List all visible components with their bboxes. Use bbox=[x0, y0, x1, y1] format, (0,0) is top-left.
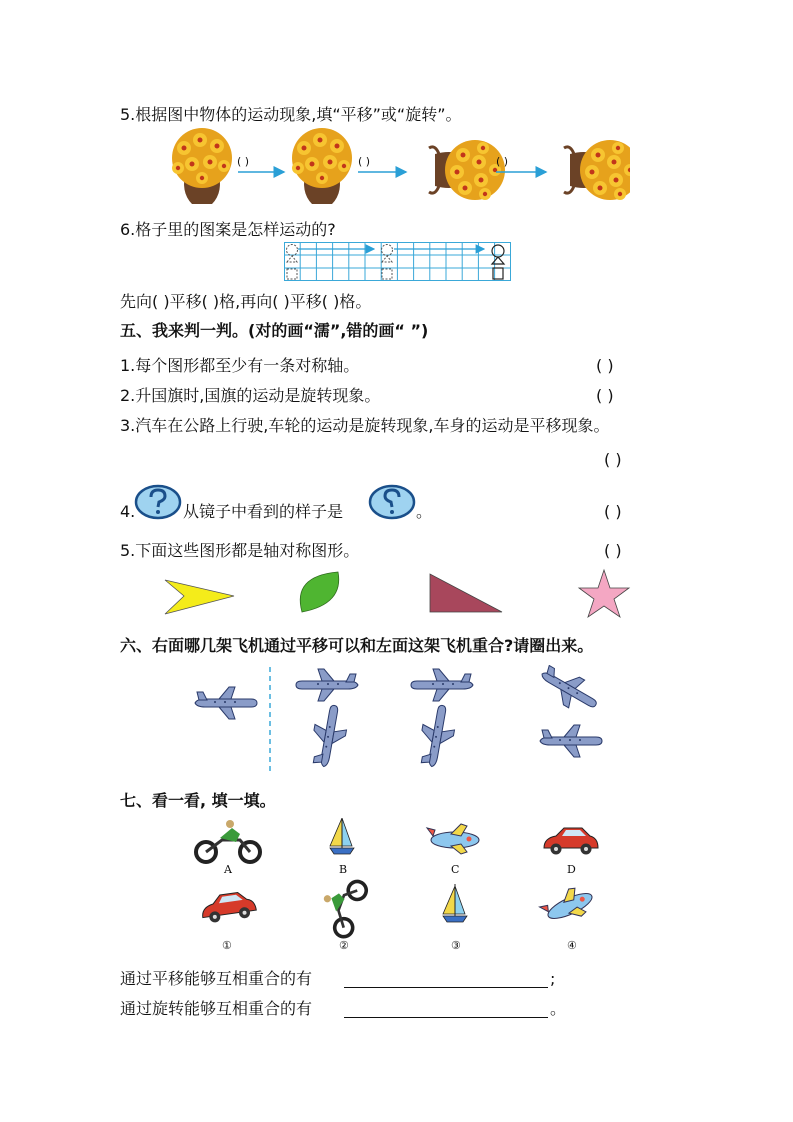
sailboat-icon bbox=[443, 884, 467, 922]
s5-item-4-number: 4. bbox=[120, 502, 136, 521]
plane-option bbox=[416, 703, 458, 770]
plane-option bbox=[296, 669, 358, 701]
q6-answer-line[interactable]: 先向( )平移( )格,再向( )平移( )格。 bbox=[120, 292, 372, 311]
s7-label-c: C bbox=[451, 863, 460, 876]
s5-item-2: 2.升国旗时,国旗的运动是旋转现象。 bbox=[120, 386, 381, 405]
q5-title: 5.根据图中物体的运动现象,填“平移”或“旋转”。 bbox=[120, 105, 462, 124]
toy-plane-icon bbox=[538, 881, 598, 930]
mirrored-question-mark-icon bbox=[368, 483, 416, 521]
s7-line-2-text: 通过旋转能够互相重合的有 bbox=[120, 999, 313, 1018]
red-car-icon bbox=[544, 828, 598, 855]
plane-option bbox=[540, 725, 602, 757]
motorcycle-icon bbox=[314, 872, 369, 939]
s7-label-4: ④ bbox=[567, 939, 577, 952]
sailboat-icon bbox=[330, 818, 354, 854]
s5-item-4-text: 从镜子中看到的样子是 bbox=[183, 502, 344, 521]
reference-plane bbox=[195, 687, 257, 719]
s5-item-4-end: 。 bbox=[416, 502, 433, 521]
s6-planes-figure bbox=[185, 665, 605, 773]
s7-label-2: ② bbox=[339, 939, 349, 952]
s7-line-1-blank[interactable] bbox=[344, 987, 548, 988]
s7-label-d: D bbox=[567, 863, 576, 876]
s7-line-1-text: 通过平移能够互相重合的有 bbox=[120, 969, 313, 988]
s5-item-1-paren[interactable]: ( ) bbox=[596, 356, 614, 375]
s7-line-2-blank[interactable] bbox=[344, 1017, 548, 1018]
red-car-icon bbox=[200, 890, 257, 924]
s7-label-a: A bbox=[224, 863, 232, 876]
q6-grid-figure bbox=[284, 242, 512, 282]
q5-blank-2[interactable]: ( ) bbox=[358, 155, 371, 168]
plane-option bbox=[534, 665, 604, 719]
plane-option bbox=[308, 703, 350, 770]
q5-flowerpot-sequence bbox=[160, 128, 630, 210]
q6-title: 6.格子里的图案是怎样运动的? bbox=[120, 220, 336, 239]
s5-item-3-paren[interactable]: ( ) bbox=[604, 450, 622, 469]
s5-item-5-paren[interactable]: ( ) bbox=[604, 541, 622, 560]
s7-label-3: ③ bbox=[451, 939, 461, 952]
q5-blank-3[interactable]: ( ) bbox=[496, 155, 509, 168]
s5-item-2-paren[interactable]: ( ) bbox=[596, 386, 614, 405]
s7-line-1-end: ; bbox=[550, 969, 556, 988]
toy-plane-icon bbox=[427, 824, 479, 854]
s5-item-4-paren[interactable]: ( ) bbox=[604, 502, 622, 521]
s7-label-1: ① bbox=[222, 939, 232, 952]
s7-label-b: B bbox=[339, 863, 348, 876]
s7-line-2-end: 。 bbox=[550, 999, 567, 1018]
green-leaf-shape bbox=[300, 572, 339, 612]
s5-item-1: 1.每个图形都至少有一条对称轴。 bbox=[120, 356, 360, 375]
s5-heading: 五、我来判一判。(对的画“濡”,错的画“ ”) bbox=[120, 321, 429, 340]
pink-star-shape bbox=[579, 570, 629, 617]
s5-shapes-row bbox=[160, 568, 635, 624]
question-mark-icon bbox=[134, 483, 182, 521]
motorcycle-icon bbox=[196, 820, 260, 862]
q5-blank-1[interactable]: ( ) bbox=[237, 155, 250, 168]
s7-heading: 七、看一看, 填一填。 bbox=[120, 791, 276, 810]
yellow-arrow-shape bbox=[165, 580, 234, 614]
s6-heading: 六、右面哪几架飞机通过平移可以和左面这架飞机重合?请圈出来。 bbox=[120, 636, 594, 655]
right-triangle-shape bbox=[430, 574, 502, 612]
s5-item-3: 3.汽车在公路上行驶,车轮的运动是旋转现象,车身的运动是平移现象。 bbox=[120, 416, 610, 435]
s7-pictures bbox=[190, 818, 610, 942]
plane-option bbox=[411, 669, 473, 701]
s5-item-5: 5.下面这些图形都是轴对称图形。 bbox=[120, 541, 360, 560]
